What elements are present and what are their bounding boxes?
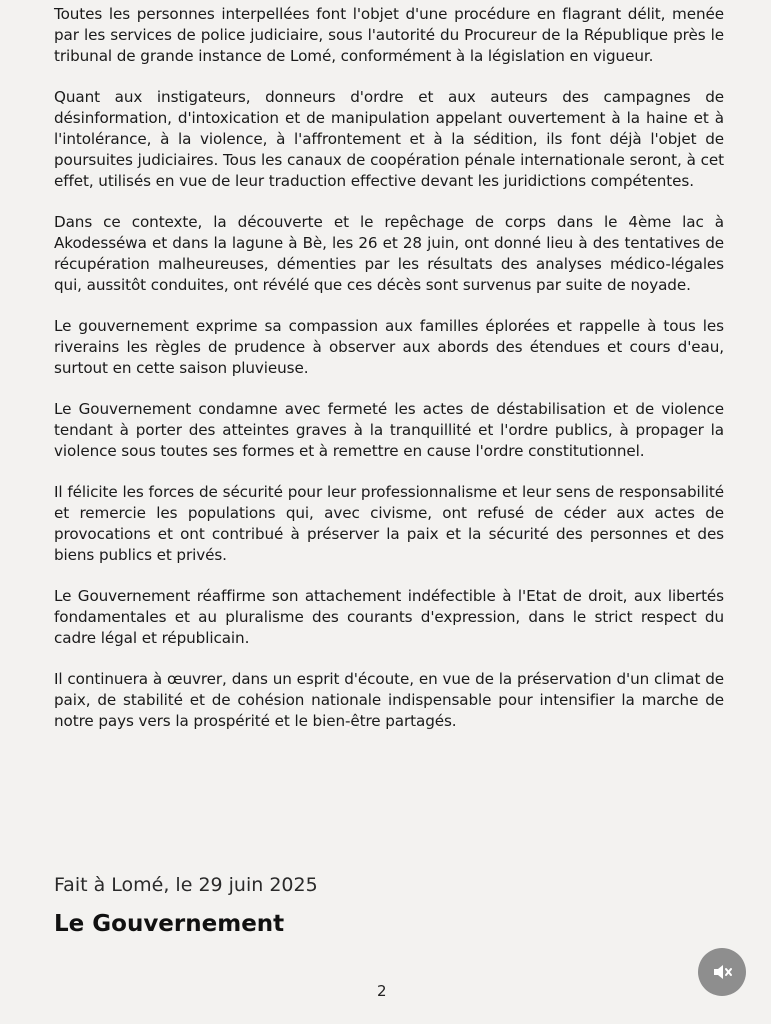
paragraph: Le Gouvernement condamne avec fermeté les actes de déstabilisation et de violence tendant à porter des atteintes graves à la tranquillité et l'ordre publics, à propager la violence sous toutes ses formes et à remettre en cause l'ordre constitutionnel. <box>54 400 724 460</box>
paragraph: Le Gouvernement réaffirme son attachement indéfectible à l'Etat de droit, aux libertés fondamentales et au pluralisme des courants d'expression, dans le strict respect du cadre légal et républicain. <box>54 587 724 647</box>
paragraph: Il continuera à œuvrer, dans un esprit d'écoute, en vue de la préservation d'un climat de paix, de stabilité et de cohésion nationale indispensable pour intensifier la marche de notre pays vers la prospérité et le bien-être partagés. <box>54 670 724 730</box>
document-body <box>54 4 724 732</box>
paragraph: Le gouvernement exprime sa compassion aux familles éplorées et rappelle à tous les riverains les règles de prudence à observer aux abords des étendues et cours d'eau, surtout en cette saison pluvieuse. <box>54 317 724 377</box>
paragraph: Il félicite les forces de sécurité pour leur professionnalisme et leur sens de responsabilité et remercie les populations qui, avec civisme, ont refusé de céder aux actes de provocations et ont contribué à préserver la paix et la sécurité des personnes et des biens publics et privés. <box>54 483 724 564</box>
paragraph: Dans ce contexte, la découverte et le repêchage de corps dans le 4ème lac à Akodesséwa et dans la lagune à Bè, les 26 et 28 juin, ont donné lieu à des tentatives de récupération malheureuses, démenties par les résultats des analyses médico-légales qui, aussitôt conduites, ont révélé que ces décès sont survenus par suite de noyade. <box>54 213 724 294</box>
signature: Le Gouvernement <box>54 911 285 937</box>
paragraph: Toutes les personnes interpellées font l'objet d'une procédure en flagrant délit, menée par les services de police judiciaire, sous l'autorité du Procureur de la République près le tribunal de grande instance de Lomé, conformément à la législation en vigueur. <box>54 5 724 65</box>
mute-toggle-button[interactable] <box>698 948 746 996</box>
speaker-muted-icon <box>710 960 734 984</box>
paragraph: Quant aux instigateurs, donneurs d'ordre et aux auteurs des campagnes de désinformation, d'intoxication et de manipulation appelant ouvertement à la haine et à l'intolérance, à la violence, à l'affrontement et à la sédition, ils font déjà l'objet de poursuites judiciaires. Tous les canaux de coopération pénale internationale seront, à cet effet, utilisés en vue de leur traduction effective devant les juridictions compétentes. <box>54 88 724 190</box>
place-and-date: Fait à Lomé, le 29 juin 2025 <box>54 874 318 896</box>
page-number: 2 <box>377 982 387 1000</box>
